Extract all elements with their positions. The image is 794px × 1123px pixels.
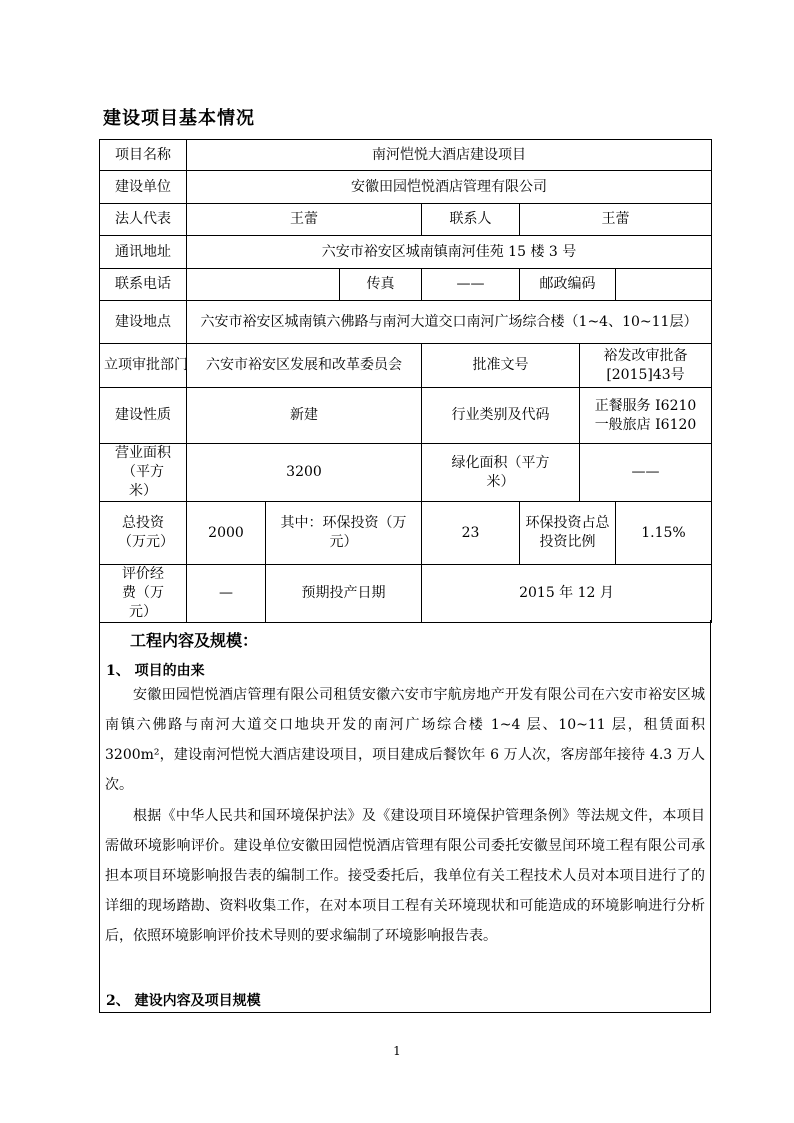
address-value: 六安市裕安区城南镇南河佳苑 15 楼 3 号 bbox=[187, 236, 712, 269]
industry-label: 行业类别及代码 bbox=[422, 388, 580, 444]
postal-value bbox=[616, 269, 712, 301]
project-name-value: 南河恺悦大酒店建设项目 bbox=[187, 140, 712, 171]
legal-rep-value: 王蕾 bbox=[187, 204, 422, 236]
postal-label: 邮政编码 bbox=[520, 269, 616, 301]
phone-value bbox=[187, 269, 340, 301]
address-label: 通讯地址 bbox=[100, 236, 187, 269]
green-value: —— bbox=[580, 444, 712, 502]
content-heading: 工程内容及规模： bbox=[130, 631, 259, 650]
area-value: 3200 bbox=[187, 444, 422, 502]
page-number: 1 bbox=[393, 1044, 401, 1058]
fax-label: 传真 bbox=[340, 269, 422, 301]
origin-paragraph: 安徽田园恺悦酒店管理有限公司租赁安徽六安市宇航房地产开发有限公司在六安市裕安区城南镇六佛路与南河大道交口地块开发的南河广场综合楼 1~4 层、10~11 层，租赁面积 3200m²，建设南河恺悦大酒店建设项目，项目建成后餐饮年 6 万人次，客房部年接待 4.3 万人次。 bbox=[105, 687, 705, 793]
approval-no-label: 批准文号 bbox=[422, 344, 580, 388]
industry-value bbox=[580, 388, 712, 444]
nature-value: 新建 bbox=[187, 388, 422, 444]
approval-dept-value: 六安市裕安区发展和改革委员会 bbox=[187, 344, 422, 388]
section-scope-heading: 2、 建设内容及项目规模 bbox=[106, 993, 261, 1009]
fax-value: —— bbox=[422, 269, 520, 301]
builder-value: 安徽田园恺悦酒店管理有限公司 bbox=[187, 171, 712, 204]
location-label: 建设地点 bbox=[100, 301, 187, 344]
section-origin-heading: 1、 项目的由来 bbox=[106, 663, 205, 679]
env-ratio-label: 环保投资占总投资比例 bbox=[520, 502, 616, 565]
start-date-label: 预期投产日期 bbox=[266, 565, 422, 623]
contact-label: 联系人 bbox=[422, 204, 520, 236]
start-date-value: 2015 年 12 月 bbox=[422, 565, 712, 623]
regulation-paragraph: 根据《中华人民共和国环境保护法》及《建设项目环境保护管理条例》等法规文件，本项目需做环境影响评价。建设单位安徽田园恺悦酒店管理有限公司委托安徽昱闰环境工程有限公司承担本项目环境影响报告表的编制工作。接受委托后，我单位有关工程技术人员对本项目进行了的详细的现场踏勘、资料收集工作，在对本项目工程有关环境现状和可能造成的环境影响进行分析后，依照环境影响评价技术导则的要求编制了环境影响报告表。 bbox=[105, 808, 705, 944]
basic-info-table bbox=[99, 139, 712, 623]
phone-label: 联系电话 bbox=[100, 269, 187, 301]
industry-value-2: 一般旅店 I6120 bbox=[594, 416, 697, 433]
builder-label: 建设单位 bbox=[100, 171, 187, 204]
invest-value: 2000 bbox=[187, 502, 266, 565]
legal-rep-label: 法人代表 bbox=[100, 204, 187, 236]
env-invest-value: 23 bbox=[422, 502, 520, 565]
env-ratio-value: 1.15% bbox=[616, 502, 712, 565]
eval-fee-value: — bbox=[187, 565, 266, 623]
area-label: 营业面积（平方米） bbox=[100, 444, 187, 502]
nature-label: 建设性质 bbox=[100, 388, 187, 444]
project-content-section bbox=[99, 620, 711, 1013]
approval-dept-label: 立项审批部门 bbox=[100, 344, 187, 388]
industry-value-1: 正餐服务 I6210 bbox=[594, 397, 697, 414]
eval-fee-label: 评价经费（万元） bbox=[100, 565, 187, 623]
env-invest-label: 其中：环保投资（万元） bbox=[266, 502, 422, 565]
invest-label: 总投资（万元） bbox=[100, 502, 187, 565]
page-title: 建设项目基本情况 bbox=[103, 108, 255, 129]
location-value: 六安市裕安区城南镇六佛路与南河大道交口南河广场综合楼（1~4、10~11层） bbox=[187, 301, 712, 344]
green-label: 绿化面积（平方米） bbox=[422, 444, 580, 502]
contact-value: 王蕾 bbox=[520, 204, 712, 236]
approval-no-value: 裕发改审批备[2015]43号 bbox=[580, 344, 712, 388]
project-name-label: 项目名称 bbox=[100, 140, 187, 171]
